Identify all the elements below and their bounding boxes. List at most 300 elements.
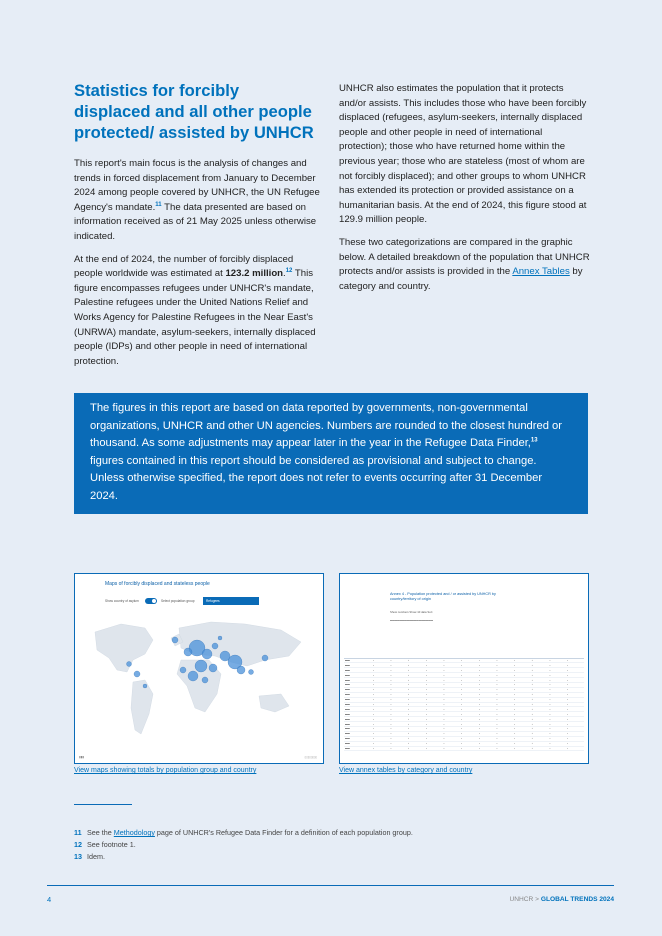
map-controls <box>105 597 295 605</box>
table-cell: ▪ <box>425 726 443 731</box>
annex-tables-link[interactable]: Annex Tables <box>512 266 570 278</box>
table-cell: ▪ <box>390 702 408 707</box>
table-cell: ▪ <box>566 702 584 707</box>
table-cell: ▪ <box>372 731 390 736</box>
table-cell: ▪ <box>513 692 531 697</box>
table-cell: ▪ <box>513 726 531 731</box>
table-cell: ▪ <box>531 741 549 746</box>
table-cell: ▪ <box>496 658 514 663</box>
table-cell: ▪ <box>478 736 496 741</box>
footnote-number: 12 <box>74 840 82 850</box>
table-cell: ▪ <box>531 673 549 678</box>
running-head-org: UNHCR > <box>509 896 541 903</box>
table-cell: ▪ <box>372 736 390 741</box>
table-cell: ▪ <box>531 746 549 751</box>
table-cell: ▪ <box>425 707 443 712</box>
footnote-ref-11[interactable]: 11 <box>155 201 162 208</box>
table-cell: ▪ <box>496 678 514 683</box>
table-cell: ▪ <box>443 702 461 707</box>
table-cell: ▪ <box>443 682 461 687</box>
table-cell: ▪ <box>531 707 549 712</box>
annex-mini-table-body <box>344 658 584 751</box>
table-cell: ▪ <box>460 678 478 683</box>
footer-divider <box>47 885 614 886</box>
table-cell: ▪ <box>513 736 531 741</box>
footnote-12 <box>74 839 413 851</box>
table-cell: ▪ <box>407 722 425 727</box>
table-cell: ▪ <box>513 673 531 678</box>
population-select: Refugees <box>203 597 259 605</box>
table-cell: ▪ <box>390 663 408 668</box>
table-cell: ▪ <box>443 678 461 683</box>
table-cell: ▪ <box>549 658 567 663</box>
annex-table-title: Annex 4 - Population protected and / or assisted by UNHCR by country/territory of origin <box>390 592 496 601</box>
table-cell: ▪ <box>425 746 443 751</box>
data-source-callout <box>74 393 588 514</box>
right-column <box>339 82 591 302</box>
table-cell: ▪ <box>443 717 461 722</box>
maps-thumbnail-link[interactable] <box>74 573 324 764</box>
table-cell: ▪ <box>478 741 496 746</box>
table-cell: ▪ <box>372 682 390 687</box>
table-cell: ▪ <box>390 697 408 702</box>
world-map-icon <box>75 610 324 760</box>
table-cell: ▬▬ <box>344 692 372 697</box>
table-cell: ▬▬ <box>344 702 372 707</box>
intro-paragraph <box>74 157 320 245</box>
table-cell: ▪ <box>566 746 584 751</box>
table-cell: ▪ <box>566 707 584 712</box>
table-cell: ▪ <box>549 736 567 741</box>
table-cell: ▪ <box>460 687 478 692</box>
table-cell: ▪ <box>478 673 496 678</box>
table-cell: ▪ <box>478 668 496 673</box>
table-cell: ▪ <box>478 678 496 683</box>
table-cell: ▪ <box>513 712 531 717</box>
table-cell: ▪ <box>531 658 549 663</box>
table-cell: ▪ <box>390 726 408 731</box>
table-cell: ▪ <box>460 717 478 722</box>
table-cell: ▪ <box>372 726 390 731</box>
table-cell: ▪ <box>407 678 425 683</box>
table-cell: ▪ <box>566 687 584 692</box>
table-cell: ▪ <box>549 741 567 746</box>
displaced-text-cont: This figure encompasses refugees under UNHCR's mandate, Palestine refugees under the United Nations Relief and Works Agency for Palestine Refugees in the Near East's (UNRWA) mandate, asylum-seekers, internally displaced people (IDPs) and other people in need of international protection. <box>74 268 316 367</box>
table-cell: ▪ <box>478 658 496 663</box>
callout-text-cont: figures contained in this report should be considered as provisional and subject to change. Unless otherwise specified, the report does not refer to events occurring after 31 December 2024. <box>90 454 543 502</box>
table-cell: ▪ <box>372 658 390 663</box>
annex-caption-link[interactable]: View annex tables by category and country <box>339 767 473 774</box>
table-cell: ▪ <box>372 692 390 697</box>
table-cell: ▪ <box>549 692 567 697</box>
table-cell: ▪ <box>513 658 531 663</box>
displaced-paragraph <box>74 253 320 370</box>
table-cell: ▪ <box>496 702 514 707</box>
table-cell: ▬▬ <box>344 678 372 683</box>
table-cell: ▪ <box>513 731 531 736</box>
table-cell: ▪ <box>496 741 514 746</box>
table-cell: ▪ <box>390 682 408 687</box>
footnote-text: See the <box>87 828 114 837</box>
table-row <box>344 746 584 751</box>
table-cell: ▬▬ <box>344 668 372 673</box>
table-cell: ▪ <box>372 717 390 722</box>
footnotes <box>74 827 413 864</box>
table-cell: ▪ <box>496 673 514 678</box>
table-cell: ▪ <box>390 658 408 663</box>
table-cell: ▪ <box>549 673 567 678</box>
footnote-text: Idem. <box>87 852 105 862</box>
table-cell: ▪ <box>390 717 408 722</box>
table-cell: ▪ <box>496 697 514 702</box>
table-cell: ▪ <box>460 722 478 727</box>
table-cell: ▪ <box>407 707 425 712</box>
table-cell: ▪ <box>372 722 390 727</box>
table-cell: ▪ <box>566 726 584 731</box>
table-cell: ▪ <box>460 702 478 707</box>
intro-text-cont: The data presented are based on information received as of 21 May 2025 unless otherwise indicated. <box>74 201 317 242</box>
table-cell: ▪ <box>425 668 443 673</box>
table-cell: ▪ <box>566 668 584 673</box>
table-cell: ▪ <box>549 663 567 668</box>
table-cell: ▪ <box>460 673 478 678</box>
table-cell: ▪ <box>443 658 461 663</box>
table-cell: ▪ <box>443 697 461 702</box>
table-cell: ▪ <box>443 736 461 741</box>
table-header-row <box>344 636 584 658</box>
footnote-ref-12[interactable]: 12 <box>285 267 293 274</box>
table-cell: ▬▬ <box>344 726 372 731</box>
table-cell: ▪ <box>460 668 478 673</box>
table-cell: ▪ <box>390 746 408 751</box>
table-cell: ▪ <box>460 707 478 712</box>
table-cell: ▪ <box>460 658 478 663</box>
table-cell: ▪ <box>478 746 496 751</box>
table-cell: ▪ <box>425 687 443 692</box>
footnote-number: 13 <box>74 852 82 862</box>
table-cell: ▪ <box>390 722 408 727</box>
footnote-number: 11 <box>74 828 82 837</box>
table-cell: ▬▬ <box>344 707 372 712</box>
left-column <box>74 80 320 377</box>
table-cell: ▬▬ <box>344 731 372 736</box>
table-cell: ▬▬ <box>344 663 372 668</box>
annex-tables-thumbnail-link[interactable] <box>339 573 589 764</box>
table-cell: ▪ <box>407 658 425 663</box>
table-cell: ▪ <box>531 702 549 707</box>
table-cell: ▪ <box>496 726 514 731</box>
table-cell: ▪ <box>372 678 390 683</box>
page-number: 4 <box>47 895 52 904</box>
table-cell: ▪ <box>443 726 461 731</box>
table-cell: ▪ <box>478 712 496 717</box>
table-cell: ▪ <box>390 736 408 741</box>
table-cell: ▪ <box>390 707 408 712</box>
table-cell: ▪ <box>513 702 531 707</box>
table-cell: ▪ <box>460 726 478 731</box>
table-cell: ▪ <box>531 682 549 687</box>
table-cell: ▪ <box>531 687 549 692</box>
table-cell: ▪ <box>390 678 408 683</box>
table-cell: ▪ <box>531 668 549 673</box>
table-cell: ▪ <box>478 663 496 668</box>
comparison-paragraph <box>339 236 591 294</box>
table-cell: ▪ <box>372 746 390 751</box>
footnote-divider <box>74 804 132 805</box>
table-cell: ▪ <box>372 663 390 668</box>
maps-caption-link[interactable]: View maps showing totals by population group and country <box>74 767 257 774</box>
table-cell: ▪ <box>407 687 425 692</box>
table-cell: ▪ <box>372 687 390 692</box>
table-cell: ▪ <box>496 746 514 751</box>
table-cell: ▪ <box>513 707 531 712</box>
table-cell: ▪ <box>478 717 496 722</box>
intro-text: This report's main focus is the analysis of changes and trends in forced displacement from January to December 2024 among people covered by UNHCR, the UN Refugee Agency's mandate. <box>74 158 320 213</box>
table-cell: ▪ <box>513 697 531 702</box>
annex-mini-table <box>344 636 584 751</box>
table-cell: ▪ <box>566 697 584 702</box>
table-cell: ▪ <box>549 722 567 727</box>
table-cell: ▪ <box>443 741 461 746</box>
table-cell: ▬▬ <box>344 736 372 741</box>
table-cell: ▬▬ <box>344 673 372 678</box>
table-cell: ▪ <box>425 717 443 722</box>
table-cell: ▪ <box>496 712 514 717</box>
table-cell: ▬▬ <box>344 658 372 663</box>
table-cell: ▪ <box>531 722 549 727</box>
table-cell: ▪ <box>372 702 390 707</box>
table-cell: ▪ <box>425 712 443 717</box>
table-cell: ▪ <box>478 722 496 727</box>
table-cell: ▪ <box>549 687 567 692</box>
table-cell: ▪ <box>549 731 567 736</box>
displaced-period: . <box>283 268 286 280</box>
table-cell: ▪ <box>407 726 425 731</box>
table-cell: ▪ <box>372 741 390 746</box>
table-cell: ▪ <box>566 717 584 722</box>
table-cell: ▪ <box>496 736 514 741</box>
footnote-ref-13[interactable]: 13 <box>530 437 538 444</box>
map-title: Maps of forcibly displaced and stateless people <box>105 581 210 587</box>
table-cell: ▪ <box>531 678 549 683</box>
table-cell: ▬▬ <box>344 717 372 722</box>
table-cell: ▪ <box>443 668 461 673</box>
table-cell: ▪ <box>566 692 584 697</box>
table-cell: ▪ <box>407 702 425 707</box>
table-cell: ▪ <box>478 731 496 736</box>
country-toggle-icon <box>145 598 157 604</box>
table-cell: ▪ <box>372 707 390 712</box>
comparison-text-cont: by category and country. <box>339 266 583 292</box>
map-attribution-icon: ▯▯▯▯▯▯▯▯ <box>304 755 317 759</box>
table-cell: ▪ <box>460 712 478 717</box>
table-cell: ▪ <box>407 682 425 687</box>
table-cell: ▪ <box>531 697 549 702</box>
table-cell: ▪ <box>425 702 443 707</box>
table-cell: ▪ <box>496 722 514 727</box>
table-cell: ▬▬ <box>344 682 372 687</box>
table-cell: ▪ <box>566 736 584 741</box>
table-cell: ▪ <box>513 668 531 673</box>
table-cell: ▪ <box>425 697 443 702</box>
table-cell: ▪ <box>549 707 567 712</box>
map-control-label-2: Select population group <box>161 599 195 603</box>
table-cell: ▪ <box>531 736 549 741</box>
table-cell: ▪ <box>566 673 584 678</box>
running-head <box>510 896 615 903</box>
table-cell: ▪ <box>531 663 549 668</box>
methodology-link[interactable]: Methodology <box>113 828 155 837</box>
table-cell: ▪ <box>372 673 390 678</box>
map-control-label: Show country of asylum <box>105 599 139 603</box>
table-cell: ▪ <box>460 741 478 746</box>
table-cell: ▪ <box>531 692 549 697</box>
table-cell: ▪ <box>496 707 514 712</box>
table-cell: ▪ <box>566 741 584 746</box>
table-cell: ▪ <box>549 697 567 702</box>
footnote-text-cont: page of UNHCR's Refugee Data Finder for a definition of each population group. <box>154 828 413 837</box>
table-cell: ▪ <box>390 731 408 736</box>
table-cell: ▪ <box>443 712 461 717</box>
table-cell: ▪ <box>407 712 425 717</box>
table-cell: ▪ <box>425 682 443 687</box>
table-cell: ▪ <box>513 663 531 668</box>
table-cell: ▪ <box>443 731 461 736</box>
table-cell: ▬▬ <box>344 687 372 692</box>
table-cell: ▪ <box>443 707 461 712</box>
table-cell: ▬▬ <box>344 746 372 751</box>
table-cell: ▪ <box>531 712 549 717</box>
table-cell: ▪ <box>531 731 549 736</box>
table-cell: ▪ <box>513 746 531 751</box>
footnote-13 <box>74 851 413 863</box>
table-cell: ▪ <box>549 746 567 751</box>
table-cell: ▪ <box>513 678 531 683</box>
table-cell: ▪ <box>443 722 461 727</box>
table-cell: ▪ <box>478 687 496 692</box>
footnote-text: See footnote 1. <box>87 840 136 850</box>
table-cell: ▪ <box>443 673 461 678</box>
table-cell: ▬▬ <box>344 712 372 717</box>
table-cell: ▪ <box>549 682 567 687</box>
table-cell: ▪ <box>425 663 443 668</box>
table-cell: ▪ <box>478 702 496 707</box>
table-cell: ▪ <box>407 673 425 678</box>
table-cell: ▪ <box>478 697 496 702</box>
table-cell: ▪ <box>460 736 478 741</box>
table-cell: ▪ <box>390 741 408 746</box>
displaced-text: At the end of 2024, the number of forcibly displaced people worldwide was estimated at <box>74 253 294 280</box>
table-cell: ▪ <box>566 663 584 668</box>
table-cell: ▪ <box>443 746 461 751</box>
table-cell: ▪ <box>372 697 390 702</box>
table-cell: ▪ <box>478 692 496 697</box>
protected-paragraph: UNHCR also estimates the population that it protects and/or assists. This includes those who have been forcibly displaced (refugees, asylum-seekers, internally displaced people and other people in need of international protection); those who have returned home within the previous year; those who are stateless (most of whom are not forcibly displaced); and other groups to whom UNHCR has extended its protection or provided assistance on a humanitarian basis. At the end of 2024, this figure stood at 129.9 million people. <box>339 83 587 226</box>
table-cell: ▪ <box>407 736 425 741</box>
table-cell: ▪ <box>566 731 584 736</box>
table-cell: ▪ <box>531 717 549 722</box>
table-cell: ▪ <box>443 692 461 697</box>
table-cell: ▪ <box>425 692 443 697</box>
table-cell: ▪ <box>390 687 408 692</box>
table-cell: ▪ <box>425 741 443 746</box>
table-cell: ▪ <box>496 717 514 722</box>
running-head-title: GLOBAL TRENDS 2024 <box>540 896 614 903</box>
table-cell: ▪ <box>478 707 496 712</box>
table-cell: ▪ <box>407 717 425 722</box>
table-cell: ▬▬ <box>344 722 372 727</box>
table-cell: ▪ <box>425 673 443 678</box>
table-cell: ▪ <box>566 678 584 683</box>
table-cell: ▪ <box>496 668 514 673</box>
table-cell: ▪ <box>496 687 514 692</box>
table-cell: ▪ <box>407 697 425 702</box>
table-cell: ▬▬ <box>344 741 372 746</box>
table-cell: ▪ <box>566 722 584 727</box>
unhcr-logo-icon: ▮▮▮ <box>79 755 84 759</box>
table-cell: ▪ <box>549 668 567 673</box>
table-cell: ▪ <box>549 726 567 731</box>
table-cell: ▪ <box>478 682 496 687</box>
table-cell: ▪ <box>513 687 531 692</box>
table-cell: ▪ <box>407 741 425 746</box>
table-cell: ▪ <box>460 692 478 697</box>
comparison-text: These two categorizations are compared in the graphic below. A detailed breakdown of the population that UNHCR protects and/or assists is provided in the <box>339 236 590 278</box>
table-cell: ▪ <box>531 726 549 731</box>
table-cell: ▪ <box>425 722 443 727</box>
table-cell: ▪ <box>496 663 514 668</box>
callout-text: The figures in this report are based on data reported by governments, non-governmental organizations, UNHCR and other UN agencies. Numbers are rounded to the closest hundred or thousand. As some adjustments may appear later in the year in the Refugee Data Finder, <box>90 402 562 450</box>
table-cell: ▪ <box>549 712 567 717</box>
displaced-total: 123.2 million <box>225 268 284 280</box>
table-cell: ▪ <box>460 682 478 687</box>
table-cell: ▪ <box>513 722 531 727</box>
table-cell: ▪ <box>460 663 478 668</box>
table-cell: ▪ <box>407 663 425 668</box>
table-cell: ▪ <box>460 731 478 736</box>
table-cell: ▪ <box>407 731 425 736</box>
table-cell: ▪ <box>372 668 390 673</box>
footnote-11 <box>74 827 413 839</box>
table-cell: ▪ <box>390 668 408 673</box>
table-cell: ▪ <box>460 746 478 751</box>
table-cell: ▪ <box>425 658 443 663</box>
table-cell: ▪ <box>549 702 567 707</box>
table-cell: ▪ <box>407 668 425 673</box>
table-cell: ▪ <box>566 712 584 717</box>
table-cell: ▪ <box>549 678 567 683</box>
section-heading: Statistics for forcibly displaced and all other people protected/ assisted by UNHCR <box>74 81 314 142</box>
table-cell: ▪ <box>566 658 584 663</box>
table-cell: ▪ <box>372 712 390 717</box>
table-cell: ▪ <box>425 736 443 741</box>
table-cell: ▪ <box>407 692 425 697</box>
table-cell: ▪ <box>460 697 478 702</box>
table-cell: ▪ <box>496 731 514 736</box>
annex-table-options: Show numbers Show 10 data Sort <box>390 610 433 614</box>
table-cell: ▪ <box>496 692 514 697</box>
table-cell: ▪ <box>566 682 584 687</box>
table-cell: ▪ <box>478 726 496 731</box>
table-cell: ▪ <box>513 741 531 746</box>
table-cell: ▬▬ <box>344 697 372 702</box>
table-cell: ▪ <box>390 712 408 717</box>
table-cell: ▪ <box>390 673 408 678</box>
table-cell: ▪ <box>443 663 461 668</box>
table-cell: ▪ <box>513 682 531 687</box>
table-cell: ▪ <box>549 717 567 722</box>
annex-table-note-icon: ▬▬▬▬▬▬▬▬▬▬▬▬▬▬▬▬▬▬ <box>390 619 434 622</box>
